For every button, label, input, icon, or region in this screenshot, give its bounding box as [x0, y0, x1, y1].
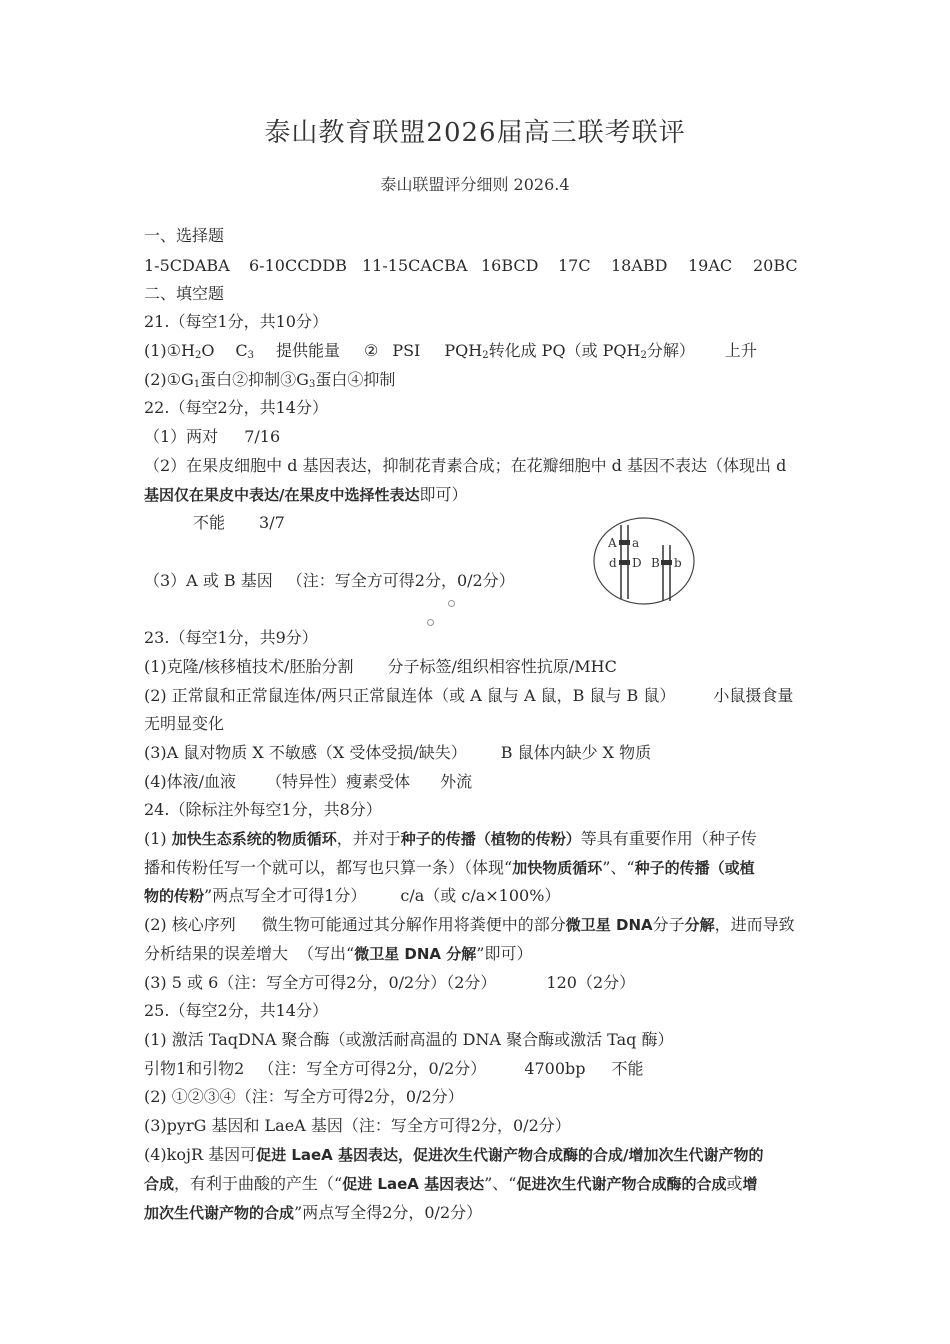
- answer-text: 不能: [193, 513, 226, 532]
- question-23-line: [144, 772, 472, 792]
- answer-text: （3）A 或 B 基因: [144, 571, 273, 590]
- question-24-line: [144, 973, 635, 993]
- answer-text: 种子的传播（或植: [634, 859, 755, 877]
- question-23-line: [144, 743, 651, 763]
- gene-label: b: [674, 556, 682, 570]
- answer-text: 外流: [440, 772, 473, 791]
- answer-text: 等具有重要作用（种子传: [580, 829, 757, 848]
- question-24-line: [144, 886, 560, 906]
- answer-text: 上升: [724, 341, 757, 360]
- answer-text: ②: [363, 341, 379, 360]
- choice-answer: 20BC: [753, 256, 798, 275]
- question-22-line: [144, 427, 280, 447]
- subscript: 2: [640, 350, 647, 361]
- choice-answer: 19AC: [688, 256, 733, 275]
- choice-answers-row: [144, 256, 798, 276]
- choice-answer: 6-10CCDDB: [249, 256, 347, 275]
- answer-text: (2)①G: [144, 370, 194, 389]
- answer-text: 分析结果的误差增大: [144, 944, 289, 963]
- centromere: [619, 540, 630, 545]
- answer-text: c/a（或 c/a×100%）: [400, 886, 561, 905]
- question-25-line: [144, 1203, 482, 1223]
- choice-answer: 18ABD: [611, 256, 668, 275]
- question-22-line: [144, 485, 468, 505]
- question-25-line: [144, 1059, 644, 1079]
- answer-text: 加快生态系统的物质循环: [171, 830, 337, 848]
- answer-text: ”两点写全得2分，0/2分）: [294, 1203, 483, 1222]
- section-heading-choice: 一、选择题: [144, 226, 225, 245]
- answer-text: 7/16: [244, 427, 281, 446]
- answer-text: 促进 LaeA 基因表达，促进次生代谢产物合成酶的合成/增加次生代谢产物的: [256, 1146, 764, 1164]
- answer-text: (2) 核心序列: [144, 915, 236, 934]
- choice-answer: 17C: [558, 256, 591, 275]
- page-subtitle: 泰山联盟评分细则 2026.4: [380, 175, 570, 194]
- answer-text: 引物1和引物2: [144, 1059, 245, 1078]
- answer-text: (1)①H: [144, 341, 195, 360]
- question-23-line: [144, 657, 617, 677]
- question-25-line: [144, 1116, 571, 1136]
- answer-text: 基因仅在果皮中表达/在果皮中选择性表达: [144, 486, 420, 504]
- answer-text: 加快物质循环: [512, 859, 603, 877]
- answer-text: ”即可）: [476, 944, 533, 963]
- question-24-line: [144, 858, 755, 878]
- answer-text: (4)kojR 基因可: [144, 1145, 257, 1164]
- answer-text: B 鼠体内缺少 X 物质: [500, 743, 652, 762]
- answer-text: 播和传粉任写一个就可以，都写也只算一条）（体现“: [144, 858, 513, 877]
- answer-text: ”、“: [484, 1174, 517, 1193]
- answer-text: 微卫星 DNA: [565, 916, 653, 934]
- answer-text: 增: [742, 1175, 758, 1193]
- answer-text: 合成: [144, 1175, 175, 1193]
- answer-text: （写出“: [298, 944, 355, 963]
- answer-text: (3)pyrG 基因和 LaeA 基因（注：写全方可得2分，0/2分）: [144, 1116, 571, 1135]
- question-25-line: [144, 1174, 758, 1194]
- centromere: [619, 560, 630, 565]
- question-22-line: [144, 571, 515, 591]
- question-21-heading: 21.（每空1分，共10分）: [144, 312, 328, 331]
- gene-label: A: [608, 536, 617, 550]
- answer-text: 微卫星 DNA 分解: [354, 945, 477, 963]
- answer-text: 或: [726, 1174, 743, 1193]
- subscript: 2: [482, 350, 489, 361]
- subscript: 1: [193, 379, 201, 390]
- answer-text: (2) 正常鼠和正常鼠连体/两只正常鼠连体（或 A 鼠与 A 鼠，B 鼠与 B 鼠）: [144, 686, 676, 705]
- answer-text: 小鼠摄食量: [713, 686, 794, 705]
- answer-text: （注：写全方可得2分，0/2分）: [258, 1059, 487, 1078]
- answer-text: 分子标签/组织相容性抗原/MHC: [387, 657, 617, 676]
- answer-text: ，有利于曲酸的产生（“: [174, 1174, 343, 1193]
- answer-text: （特异性）瘦素受体: [266, 772, 411, 791]
- question-24-line: [144, 829, 757, 849]
- answer-text: (1)克隆/核移植技术/胚胎分割: [144, 657, 354, 676]
- question-25-line: [144, 1145, 763, 1165]
- gene-label: a: [632, 536, 640, 550]
- question-21-line: [144, 341, 757, 361]
- answer-text: 转化成 PQ（或 PQH: [488, 341, 641, 360]
- answer-text: (1) 激活 TaqDNA 聚合酶（或激活耐高温的 DNA 聚合酶或激活 Taq 酶）: [144, 1030, 674, 1049]
- answer-text: 分解）: [646, 341, 695, 360]
- answer-text: 无明显变化: [144, 714, 225, 733]
- answer-text: (1): [144, 829, 172, 848]
- answer-text: 提供能量: [275, 341, 340, 360]
- answer-text: 分子: [652, 915, 685, 934]
- answer-text: 即可）: [419, 485, 468, 504]
- page-title: 泰山教育联盟2026届高三联考联评: [264, 118, 686, 148]
- scan-speck: [427, 619, 434, 626]
- question-24-line: [144, 915, 795, 935]
- question-23-line: [144, 714, 224, 734]
- answer-text: （注：写全方可得2分，0/2分）: [286, 571, 515, 590]
- answer-text: 不能: [611, 1059, 644, 1078]
- question-25-line: [144, 1087, 464, 1107]
- answer-text: 促进次生代谢产物合成酶的合成: [516, 1175, 727, 1193]
- answer-text: ”两点写全才可得1分）: [204, 886, 367, 905]
- answer-text: 加次生代谢产物的合成: [144, 1204, 295, 1222]
- gene-label: d: [609, 556, 617, 570]
- question-22-heading: 22.（每空2分，共14分）: [144, 398, 328, 417]
- answer-text: 种子的传播（植物的传粉）: [400, 830, 581, 848]
- chromosome-diagram: [592, 515, 696, 607]
- question-25-heading: 25.（每空2分，共14分）: [144, 1001, 328, 1020]
- choice-answer: 11-15CACBA: [362, 256, 468, 275]
- answer-text: 3/7: [259, 513, 285, 532]
- choice-answer: 16BCD: [481, 256, 539, 275]
- answer-text: O: [201, 341, 215, 360]
- answer-text: 促进 LaeA 基因表达: [342, 1175, 485, 1193]
- answer-text: ，并对于: [336, 829, 401, 848]
- answer-text: (3) 5 或 6（注：写全方可得2分，0/2分）（2分）: [144, 973, 497, 992]
- question-22-line: [144, 456, 786, 476]
- question-25-line: [144, 1030, 673, 1050]
- answer-text: 分解: [684, 916, 715, 934]
- answer-text: (4)体液/血液: [144, 772, 237, 791]
- subscript: 3: [308, 379, 316, 390]
- question-22-line: [193, 513, 285, 533]
- question-24-line: [144, 944, 532, 964]
- question-24-heading: 24.（除标注外每空1分，共8分）: [144, 800, 382, 819]
- answer-text: C: [235, 341, 248, 360]
- answer-text: 蛋白②抑制③G: [200, 370, 309, 389]
- answer-text: PSI: [392, 341, 421, 360]
- answer-text: PQH: [444, 341, 483, 360]
- subscript: 2: [194, 350, 202, 361]
- answer-text: ”、“: [602, 858, 635, 877]
- answer-text: (3)A 鼠对物质 X 不敏感（X 受体受损/缺失）: [144, 743, 467, 762]
- section-heading-fill: 二、填空题: [144, 284, 225, 303]
- subscript: 3: [247, 350, 254, 361]
- answer-text: 4700bp: [524, 1059, 586, 1078]
- answer-text: 微生物可能通过其分解作用将粪便中的部分: [261, 915, 566, 934]
- centromere: [661, 560, 672, 565]
- answer-text: 蛋白④抑制: [315, 370, 396, 389]
- answer-text: 120（2分）: [546, 973, 636, 992]
- question-23-heading: 23.（每空1分，共9分）: [144, 628, 318, 647]
- scan-speck: [448, 600, 455, 607]
- choice-answer: 1-5CDABA: [144, 256, 230, 275]
- answer-text: ，进而导致: [714, 915, 795, 934]
- answer-text: （1）两对: [144, 427, 219, 446]
- answer-text: (2) ①②③④（注：写全方可得2分，0/2分）: [144, 1087, 464, 1106]
- question-23-line: [144, 686, 793, 706]
- gene-label: D: [632, 556, 642, 570]
- gene-label: B: [651, 556, 660, 570]
- answer-text: （2）在果皮细胞中 d 基因表达，抑制花青素合成；在花瓣细胞中 d 基因不表达（体现出 d: [144, 456, 787, 475]
- answer-text: 物的传粉: [144, 887, 205, 905]
- question-21-line: [144, 370, 395, 390]
